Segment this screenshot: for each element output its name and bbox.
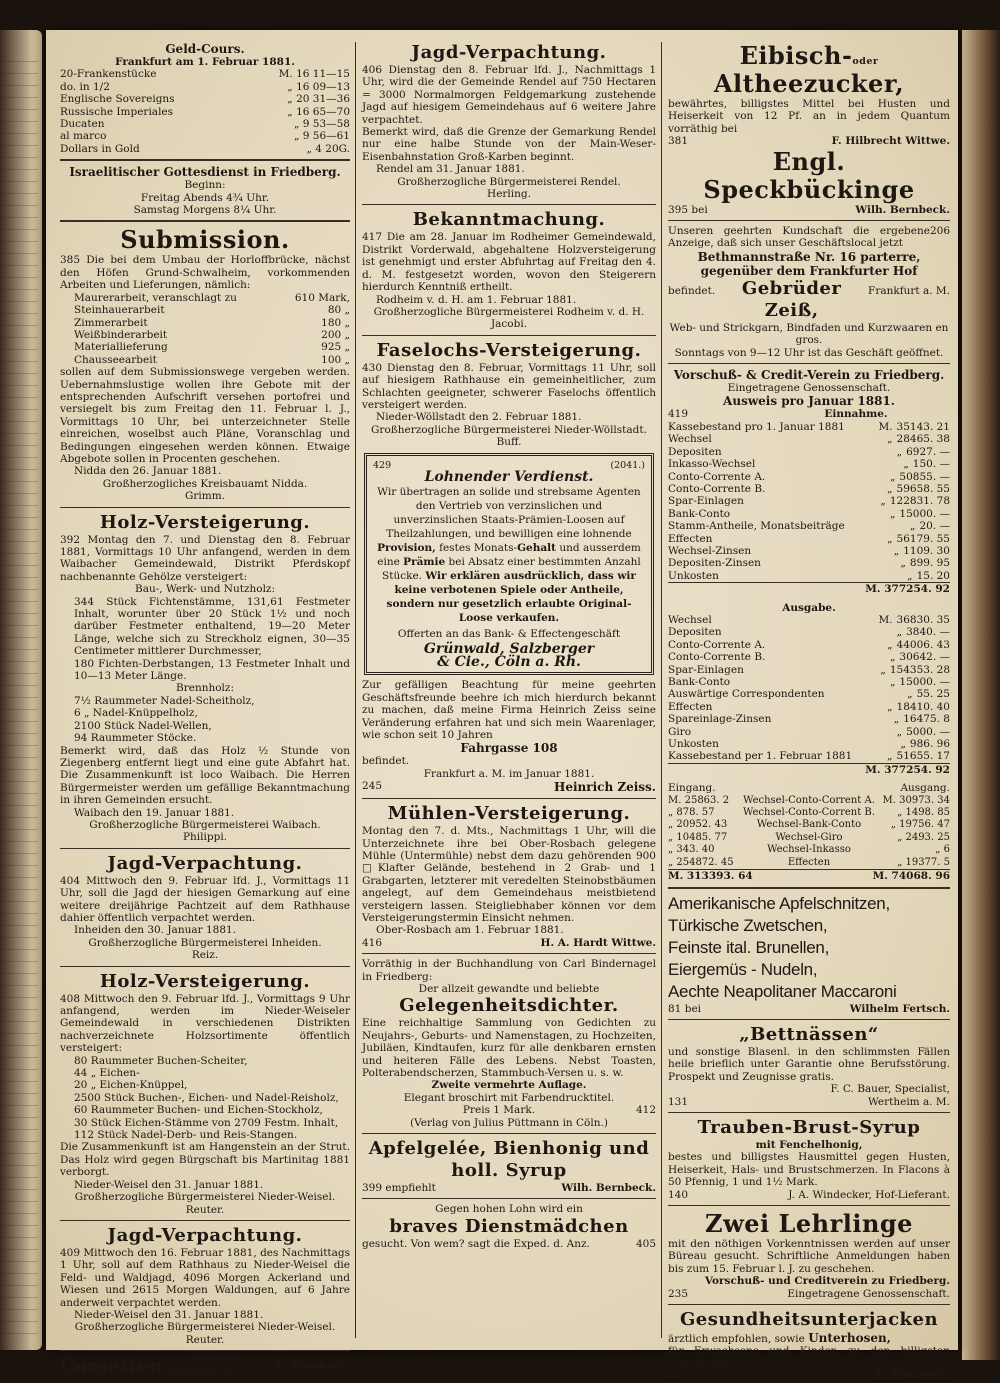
holz1-text: 392 Montag den 7. und Dienstag den 8. Februar 1881, Vormittags 10 Uhr anfangend, werden in dem Waibacher Gemeindewald, Distrikt Pferdskopf nachbenannte Gehölze versteigert: [60, 533, 350, 583]
einnahme-row: Unkosten „ 15. 20 [668, 569, 950, 582]
gel-bind: Elegant broschirt mit Farbendrucktitel. [403, 1091, 615, 1104]
column-2 [362, 42, 656, 1340]
geld-row: do. in 1/2 „ 16 09—13 [60, 80, 350, 93]
holz2-sig: Reuter. [185, 1203, 225, 1216]
bett-num: 131 [668, 1095, 689, 1108]
ausgabe-row: Depositen „ 3840. — [668, 626, 950, 639]
jagd1-place: Inheiden den 30. Januar 1881. [74, 924, 237, 937]
bett-text: und sonstige Blasenl. in den schlimmsten Fällen heile brieflich unter Garantie ohne Berufsstörung. Prospekt und Zeugnisse gratis. [668, 1045, 950, 1083]
submission-row: Steinhauerarbeit 80 „ [74, 304, 350, 317]
geld-row: Englische Sovereigns „ 20 31—36 [60, 93, 350, 106]
traub-num: 140 [668, 1188, 689, 1201]
submission-row: Weißbinderarbeit 200 „ [74, 328, 350, 341]
jagd1-sig: Großherzogliche Bürgermeisterei Inheiden. [88, 936, 322, 949]
ea-total: M. 74068. 96 [872, 870, 950, 883]
vv-head: Ausweis pro Januar 1881. [723, 394, 895, 409]
fasel-sig: Buff. [496, 436, 522, 449]
einnahme-row: Depositen „ 6927. — [668, 445, 950, 458]
dienst-num: 405 [635, 1237, 656, 1250]
isr-line: Freitag Abends 4¾ Uhr. [140, 191, 270, 204]
bek-sig: Großherzogliche Bürgermeisterei Rodheim v. d. H. [373, 305, 645, 318]
submission-table [60, 292, 350, 366]
einnahme-row: Effecten „ 56179. 55 [668, 532, 950, 545]
am-line: Amerikanische Apfelschnitzen, [668, 893, 890, 913]
apf-sig: Wilh. Bernbeck. [561, 1182, 656, 1195]
corsetten-sig: K. Friedrich. [275, 1360, 350, 1373]
muehl-num: 416 [362, 936, 383, 949]
lotto-offer: Offerten an das Bank- & Effectengeschäft [397, 628, 621, 641]
submission-text: 385 Die bei dem Umbau der Horloffbrücke, nächst den Höfen Grund-Schwalheim, vorkommenden Arbeiten und Lieferungen, nämlich: [60, 254, 350, 292]
newspaper-page [46, 30, 958, 1383]
gel-intro: Vorräthig in der Buchhandlung von Carl Bindernagel in Friedberg: [362, 958, 656, 983]
jagd2-sig: Großherzogliche Bürgermeisterei Nieder-Weisel. [74, 1321, 336, 1334]
ausgabe-row: Conto-Corrente A. „ 44006. 43 [668, 638, 950, 651]
ausgabe-row: Effecten „ 18410. 40 [668, 700, 950, 713]
speck-sig: Wilh. Bernbeck. [855, 203, 950, 216]
speck-line: 395 bei [668, 203, 708, 216]
bek-place: Rodheim v. d. H. am 1. Februar 1881. [376, 293, 577, 306]
holz2-items: 80 Raummeter Buchen-Scheiter, 44 „ Eichen- 20 „ Eichen-Knüppel, 2500 Stück Buchen-, Eichen- und Nadel-Reisholz, 60 Raummeter Buchen- und Eichen-Stockholz, 30 Stück Eichen-Stämme von 2709 Festm. Inhalt, 112 Stück Nadel-Derb- und Reis-Stangen. [74, 1054, 339, 1142]
holz1-sub: Bau-, Werk- und Nutzholz: [135, 583, 275, 596]
aus-title: Ausgabe. [782, 601, 836, 614]
ges-sig: K. Friedrich. [875, 1370, 950, 1383]
jagd3-note: Bemerkt wird, daß die Grenze der Gemarkung Rendel nur eine halbe Stunde von der Main-Weser-Eisenbahnstation Groß-Karben beginnt. [362, 126, 656, 163]
jagd1-text: 404 Mittwoch den 9. Februar lfd. J., Vormittags 11 Uhr, soll die Jagd der hiesigen Gemarkung auf eine weitere dreijährige Pachtzeit auf dem Rathhause dahier öffentlich verpachtet werden. [60, 874, 350, 924]
holz1-note: Bemerkt wird, daß das Holz ½ Stunde von Ziegenberg entfernt liegt und eine gute Abfahrt hat. Die Zusammenkunft ist loco Waibach. Die Herren Bürgermeister werden um gefällige Bekanntmachung in ihren Gemeinden ersucht. [60, 744, 350, 807]
ea-row: „ 343. 40 Wechsel-Inkasso „ 6 [668, 844, 950, 856]
holz1-sig: Großherzogliche Bürgermeisterei Waibach. [89, 818, 321, 831]
zeiss-bef: befindet. [362, 755, 410, 768]
lotto-ad [364, 453, 654, 676]
book-left-edge [0, 30, 42, 1350]
holz1-brenn-items: 7½ Raummeter Nadel-Scheitholz, 6 „ Nadel-Knüppelholz, 2100 Stück Nadel-Wellen, 94 Raummeter Stöcke. [74, 694, 255, 745]
lotto-firm: Grünwald, Salzberger [423, 641, 595, 658]
corsetten-title: Corsetten [60, 1355, 164, 1377]
zeiss-text: Zur gefälligen Beachtung für meine geehrten Geschäftsfreunde beehre ich mich hierdurch bekannt zu machen, daß meine Firma Heinrich Zeiss seine Veränderung erfahren hat und sich mein Waarenlager, wie schon seit 10 Jahren [362, 679, 656, 741]
jagd2-title: Jagd-Verpachtung. [107, 1224, 303, 1246]
einnahme-row: Kassebestand pro 1. Januar 1881 M. 35143. 21 [668, 420, 950, 433]
muehl-title: Mühlen-Versteigerung. [387, 803, 631, 825]
submission-title: Submission. [120, 225, 290, 255]
lehr-text: mit den nöthigen Vorkenntnissen werden auf unser Büreau gesucht. Schriftliche Anmeldungen haben bis zum 15. Februar l. J. zu geschehen. [668, 1237, 950, 1275]
lotto-num: 429 [373, 459, 392, 471]
am-line: Türkische Zwetschen, [668, 915, 828, 935]
fasel-title: Faselochs-Versteigerung. [376, 339, 642, 361]
geld-row: al marco „ 9 56—61 [60, 130, 350, 143]
submission-sig: Grimm. [184, 490, 226, 503]
holz1-brenn: Brennholz: [176, 682, 234, 695]
column-3 [668, 41, 950, 1383]
geld-title: Geld-Cours. [165, 42, 245, 56]
geld-row: 20-Frankenstücke M. 16 11—15 [60, 68, 350, 81]
zeiss-sig: Heinrich Zeiss. [554, 780, 656, 795]
submission-row: Chausseearbeit 100 „ [74, 353, 350, 366]
bek-title: Bekanntmachung. [412, 209, 606, 231]
am-line: Aechte Neapolitaner Maccaroni [668, 981, 897, 1001]
submission-row: Zimmerarbeit 180 „ [74, 316, 350, 329]
bek-text: 417 Die am 28. Januar im Rodheimer Gemeindewald, Distrikt Vorderwald, abgehaltene Holzversteigerung ist genehmigt und erster Abfuhrtag auf Freitag den 4. d. M. festgesetzt worden, wovon den Steigerern hierdurch Kenntniß ertheilt. [362, 231, 656, 294]
ea-row: „ 10485. 77 Wechsel-Giro „ 2493. 25 [668, 831, 950, 843]
ea-total: M. 313393. 64 [668, 870, 753, 883]
ein-title: Einnahme. [824, 408, 888, 421]
ausgabe-row: Auswärtige Correspondenten „ 55. 25 [668, 688, 950, 701]
lotto-title: Lohnender Verdienst. [424, 469, 594, 486]
ea-row: „ 20952. 43 Wechsel-Bank-Conto „ 19756. 47 [668, 819, 950, 831]
gel-num: 412 [635, 1104, 656, 1117]
book-right-edge [962, 30, 1000, 1360]
einnahme-row: Conto-Corrente B. „ 59658. 55 [668, 482, 950, 495]
holz1-sig: Philippi. [182, 831, 228, 844]
holz2-sig: Großherzogliche Bürgermeisterei Nieder-Weisel. [74, 1191, 336, 1204]
einnahme-row: Stamm-Antheile, Monatsbeiträge „ 20. — [668, 520, 950, 533]
lotto-firm: & Cie., Cöln a. Rh. [437, 653, 581, 670]
jagd2-place: Nieder-Weisel den 31. Januar 1881. [74, 1308, 264, 1321]
lehr-sig: Eingetragene Genossenschaft. [787, 1287, 950, 1300]
submission-row: Maurerarbeit, veranschlagt zu 610 Mark, [74, 291, 350, 304]
aus-total: M. 377254. 92 [668, 763, 950, 776]
jagd3-text: 406 Dienstag den 8. Februar lfd. J., Nachmittags 1 Uhr, wird die der Gemeinde Rendel auf 750 Hectaren = 3000 Normalmorgen Feldgemarkung zustehende Jagd auf hiesigem Gemeindehaus auf 6 weitere Jahre verpachtet. [362, 64, 656, 126]
muehl-place: Ober-Rosbach am 1. Februar 1881. [376, 924, 564, 937]
geld-table [60, 68, 350, 155]
fasel-text: 430 Dienstag den 8. Februar, Vormittags 11 Uhr, soll auf hiesigem Rathhause ein gemeinheitlicher, zum Schlachten geeigneter, schwerer Faselochs öffentlich versteigert werden. [362, 361, 656, 411]
submission-place: Nidda den 26. Januar 1881. [74, 465, 222, 478]
ausgabe-row: Wechsel M. 36830. 35 [668, 613, 950, 626]
bek-sig: Jacobi. [490, 318, 528, 331]
geld-row: Dollars in Gold „ 4 20G. [60, 142, 350, 155]
am-bei: 81 bei [668, 1002, 702, 1015]
fasel-sig: Großherzogliche Bürgermeisterei Nieder-Wöllstadt. [371, 423, 647, 436]
ausgabe-row: Conto-Corrente B. „ 30642. — [668, 651, 950, 664]
ausgabe-row: Spareinlage-Zinsen „ 16475. 8 [668, 713, 950, 726]
jagd1-sig: Reiz. [191, 949, 219, 962]
eingang-label: Eingang. [668, 782, 716, 795]
ea-row: „ 254872. 45 Effecten „ 19377. 5 [668, 856, 950, 868]
ausgabe-row: Bank-Conto „ 15000. — [668, 676, 950, 688]
ges-num: 70 [668, 1370, 682, 1383]
ges-title: Gesundheitsunterjacken [679, 1309, 939, 1330]
zeiss-place: Frankfurt a. M. im Januar 1881. [423, 767, 595, 780]
einnahme-row: Spar-Einlagen „ 122831. 78 [668, 495, 950, 508]
jagd2-text: 409 Mittwoch den 16. Februar 1881, des Nachmittags 1 Uhr, soll auf dem Rathhaus zu Nieder-Weisel die Feld- und Waldjagd, 4096 Morgen Ackerland und Wiesen und 2615 Morgen Waldungen, auf 6 Jahre anderweit verpachtet werden. [60, 1246, 350, 1309]
vv-title: Vorschuß- & Credit-Verein zu Friedberg. [673, 368, 945, 383]
submission-sig: Großherzogliches Kreisbauamt Nidda. [102, 477, 308, 490]
am-line: Feinste ital. Brunellen, [668, 937, 829, 957]
jagd1-title: Jagd-Verpachtung. [107, 852, 303, 874]
speck-title: Engl. Speckbückinge [703, 146, 915, 204]
ausgabe-row: Kassebestand per 1. Februar 1881 „ 51655. 17 [668, 750, 950, 763]
jagd3-title: Jagd-Verpachtung. [411, 42, 607, 63]
ges-line: für Erwachsene und Kinder, zu den billigsten Preisen bei [668, 1345, 950, 1370]
einnahme-row: Wechsel-Zinsen „ 1109. 30 [668, 544, 950, 557]
lotto-num2: (2041.) [610, 459, 645, 471]
traub-sig: J. A. Windecker, Hof-Lieferant. [788, 1188, 950, 1201]
ea-row: „ 878. 57 Wechsel-Conto-Corrent B. „ 1498. 85 [668, 807, 950, 819]
vv-sub: Eingetragene Genossenschaft. [727, 382, 891, 395]
eib-title: Eibisch-oder Altheezucker, [713, 41, 905, 98]
gz-num: 206 [929, 225, 950, 238]
gz-line: Web- und Strickgarn, Bindfaden und Kurzwaaren en gros. [669, 321, 949, 347]
ea-row: M. 25863. 2 Wechsel-Conto-Corrent A. M. 30973. 34 [668, 794, 950, 806]
gel-text: Eine reichhaltige Sammlung von Gedichten zu Neujahrs-, Geburts- und Namenstagen, zu Hochzeiten, Jubiläen, Kindtaufen, kurz für alle denkbaren ernsten und heiteren Fälle des Lebens. Nebst Toasten, Polterabendscherzen, Stammbuch-Versen u. s. w. [362, 1017, 656, 1080]
gz-line: Sonntags von 9—12 Uhr ist das Geschäft geöffnet. [674, 346, 944, 359]
ges-line: ärztlich empfohlen, sowie Unterhosen, [668, 1331, 891, 1345]
traub-text: bestes und billigstes Hausmittel gegen Husten, Heiserkeit, Hals- und Brustschmerzen. In Flacons à 50 Pfennig, 1 und 1½ Mark. [668, 1151, 950, 1189]
gz-addr: gegenüber dem Frankfurter Hof [700, 263, 918, 278]
einnahme-row: Conto-Corrente A. „ 50855. — [668, 470, 950, 483]
jagd2-sig: Reuter. [185, 1333, 225, 1346]
geld-row: Ducaten „ 9 53—58 [60, 118, 350, 131]
traub-title: Trauben-Brust-Syrup [697, 1116, 921, 1138]
gel-title: Gelegenheitsdichter. [399, 995, 619, 1017]
ausgang-label: Ausgang. [900, 782, 950, 795]
ein-total: M. 377254. 92 [668, 582, 950, 595]
gel-ed: Zweite vermehrte Auflage. [431, 1079, 587, 1092]
muehl-sig: H. A. Hardt Wittwe. [540, 936, 656, 949]
bett-sig: Wertheim a. M. [867, 1095, 950, 1108]
lotto-body: Wir übertragen an solide und strebsame Agenten den Vertrieb von verzinslichen und unverzinslichen Staats-Prämien-Loosen auf Theilzahlungen, und bewilligen eine lohnende Provision, festes Monats-Gehalt und ausserdem eine Prämie bei Absatz einer bestimmten Anzahl Stücke. Wir erklären ausdrücklich, dass wir keine verbotenen Spiele oder Antheile, sondern nur gesetzlich erlaubte Original-Loose verkaufen. [377, 486, 641, 625]
einnahme-row: Wechsel „ 28465. 38 [668, 433, 950, 446]
geld-row: Russische Imperiales „ 16 65—70 [60, 105, 350, 118]
holz2-text: 408 Mittwoch den 9. Februar lfd. J., Vormittags 9 Uhr anfangend, werden im Nieder-Weiseler Gemeindewald in verschiedenen Distrikten nachverzeichnete Holzsortimente öffentlich versteigert: [60, 992, 350, 1055]
zeiss-num: 245 [362, 780, 383, 793]
isr-line: Samstag Morgens 8¼ Uhr. [133, 204, 277, 217]
lehr-sig: Vorschuß- und Creditverein zu Friedberg. [704, 1275, 950, 1288]
dienst-line2: gesucht. Von wem? sagt die Exped. d. Anz. [362, 1237, 590, 1250]
submission-row: Materiallieferung 925 „ [74, 341, 350, 354]
dienst-line: Gegen hohen Lohn wird ein [435, 1203, 583, 1216]
gel-verlag: (Verlag von Julius Püttmann in Cöln.) [410, 1116, 608, 1129]
zeiss-addr: Fahrgasse 108 [460, 741, 558, 756]
column-rule [661, 42, 662, 1338]
gz-city: Frankfurt a. M. [868, 284, 950, 297]
am-sig: Wilhelm Fertsch. [849, 1002, 950, 1015]
eib-sig: F. Hilbrecht Wittwe. [831, 135, 950, 148]
isr-title: Israelitischer Gottesdienst in Friedberg. [69, 165, 341, 180]
bett-title: „Bettnässen“ [739, 1023, 879, 1045]
column-1 [60, 42, 350, 1378]
eingang-ausgang-table [668, 795, 950, 869]
gz-firm: Gebrüder Zeiß, [741, 277, 842, 321]
holz2-place: Nieder-Weisel den 31. Januar 1881. [74, 1178, 264, 1191]
ausgabe-row: Giro „ 5000. — [668, 725, 950, 738]
gz-text: Unseren geehrten Kundschaft die ergebene Anzeige, daß sich unser Geschäftslocal jetzt [668, 225, 930, 250]
apf-title: Apfelgelée, Bienhonig und holl. Syrup [368, 1138, 650, 1182]
lehr-num: 235 [668, 1287, 689, 1300]
eib-num: 381 [668, 135, 689, 148]
einnahme-row: Bank-Conto „ 15000. — [668, 507, 950, 520]
am-line: Eiergemüs - Nudeln, [668, 959, 818, 979]
holz2-note: Die Zusammenkunft ist am Hangenstein an der Strut. Das Holz wird gegen Bürgschaft bis Martinitag 1881 verborgt. [60, 1141, 350, 1179]
ausgabe-row: Unkosten „ 986. 96 [668, 738, 950, 751]
submission-text2: sollen auf dem Submissionswege vergeben werden. Uebernahmslustige wollen ihre Gebote mit der entsprechenden Aufschrift versehen portofrei und versiegelt bis zum Freitag den 11. Februar l. J., Vormittags 10 Uhr, bei unterzeichneter Stelle einreichen, woselbst auch Pläne, Voranschlag und Bedingungen eingesehen werden können. Etwaige Abgebote sollen in Procenten geschehen. [60, 366, 350, 465]
corsetten-text: zu sehr billigen Preisen bei 87 [167, 1355, 242, 1378]
gel-price: Preis 1 Mark. [462, 1104, 536, 1117]
column-rule [355, 42, 356, 1338]
einnahme-table [668, 421, 950, 582]
bett-sig: F. C. Bauer, Specialist, [830, 1083, 950, 1096]
gz-bef: befindet. [668, 284, 716, 297]
holz1-title: Holz-Versteigerung. [99, 511, 311, 533]
jagd3-sig: Großherzogliche Bürgermeisterei Rendel. [397, 175, 621, 188]
vv-num: 419 [668, 408, 689, 421]
einnahme-row: Depositen-Zinsen „ 899. 95 [668, 557, 950, 570]
dienst-title: braves Dienstmädchen [389, 1215, 629, 1237]
eib-text: bewährtes, billigstes Mittel bei Husten und Heiserkeit von 12 Pf. an in jedem Quantum vorräthig bei [668, 98, 950, 135]
apf-text: 399 empfiehlt [362, 1182, 436, 1195]
traub-sub: mit Fenchelhonig, [755, 1138, 863, 1151]
jagd3-place: Rendel am 31. Januar 1881. [376, 163, 525, 176]
gel-line: Der allzeit gewandte und beliebte [418, 983, 600, 995]
holz2-title: Holz-Versteigerung. [99, 970, 311, 992]
gz-addr: Bethmannstraße Nr. 16 parterre, [697, 249, 921, 264]
einnahme-row: Inkasso-Wechsel „ 150. — [668, 458, 950, 471]
lehr-title: Zwei Lehrlinge [705, 1208, 913, 1238]
fasel-place: Nieder-Wöllstadt den 2. Februar 1881. [376, 411, 582, 424]
ausgabe-row: Spar-Einlagen „ 154353. 28 [668, 663, 950, 676]
geld-date: Frankfurt am 1. Februar 1881. [115, 56, 295, 68]
isr-begin: Beginn: [184, 179, 226, 192]
muehl-text: Montag den 7. d. Mts., Nachmittags 1 Uhr, will die Unterzeichnete ihre bei Ober-Rosbach gelegene Mühle (Untermühle) nebst dem dazu gehörenden 900 □Klafter Gelände, bestehend in 2 Grab- und 1 Grabgarten, letzterer mit veredelten Steinobstbäumen angelegt, auf dem Gemeindehaus meistbietend versteigern lassen. Steigliebhaber können vor dem Versteigerungstermin Einsicht nehmen. [362, 825, 656, 924]
holz1-items: 344 Stück Fichtenstämme, 131,61 Festmeter Inhalt, worunter über 20 Stück 1½ und noch darüber Festmeter enthaltend, 19—20 Meter Länge, welche sich zu Streckholz eignen, 30—35 Centimeter mittlerer Durchmesser, 180 Fichten-Derbstangen, 13 Festmeter Inhalt und 10—13 Meter Länge. [74, 595, 350, 683]
holz1-place: Waibach den 19. Januar 1881. [74, 806, 235, 819]
ausgabe-table [668, 614, 950, 763]
jagd3-sig: Herling. [487, 188, 531, 201]
